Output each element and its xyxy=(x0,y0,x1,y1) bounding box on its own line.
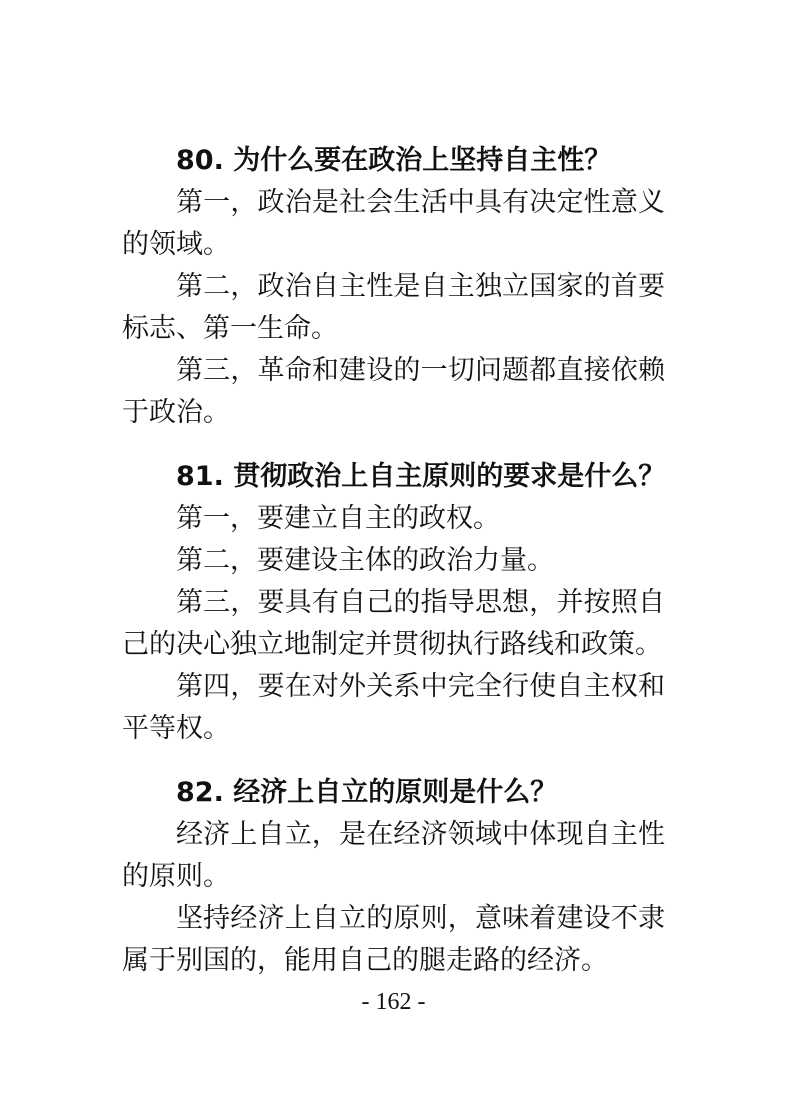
answer-paragraph: 第一，政治是社会生活中具有决定性意义的领域。 xyxy=(122,187,665,260)
answer-paragraph: 第四，要在对外关系中完全行使自主权和平等权。 xyxy=(122,671,665,744)
qa-section-82 xyxy=(122,772,665,982)
question-heading: 81. 贯彻政治上自主原则的要求是什么？ xyxy=(176,461,666,492)
question-heading: 80. 为什么要在政治上坚持自主性？ xyxy=(176,145,612,176)
qa-section-80 xyxy=(122,140,665,434)
question-heading: 82. 经济上自立的原则是什么？ xyxy=(176,777,558,808)
answer-paragraph: 坚持经济上自立的原则，意味着建设不隶属于别国的，能用自己的腿走路的经济。 xyxy=(122,903,665,976)
document-body xyxy=(122,140,665,982)
answer-paragraph: 经济上自立，是在经济领域中体现自主性的原则。 xyxy=(122,819,665,892)
answer-paragraph: 第三，要具有自己的指导思想，并按照自己的决心独立地制定并贯彻执行路线和政策。 xyxy=(122,587,665,660)
answer-paragraph: 第二，政治自主性是自主独立国家的首要标志、第一生命。 xyxy=(122,271,665,344)
answer-paragraph: 第一，要建立自主的政权。 xyxy=(176,503,500,534)
page-number: - 162 - xyxy=(361,989,426,1015)
answer-paragraph: 第三，革命和建设的一切问题都直接依赖于政治。 xyxy=(122,355,665,428)
answer-paragraph: 第二，要建设主体的政治力量。 xyxy=(176,545,554,576)
qa-section-81 xyxy=(122,456,665,750)
